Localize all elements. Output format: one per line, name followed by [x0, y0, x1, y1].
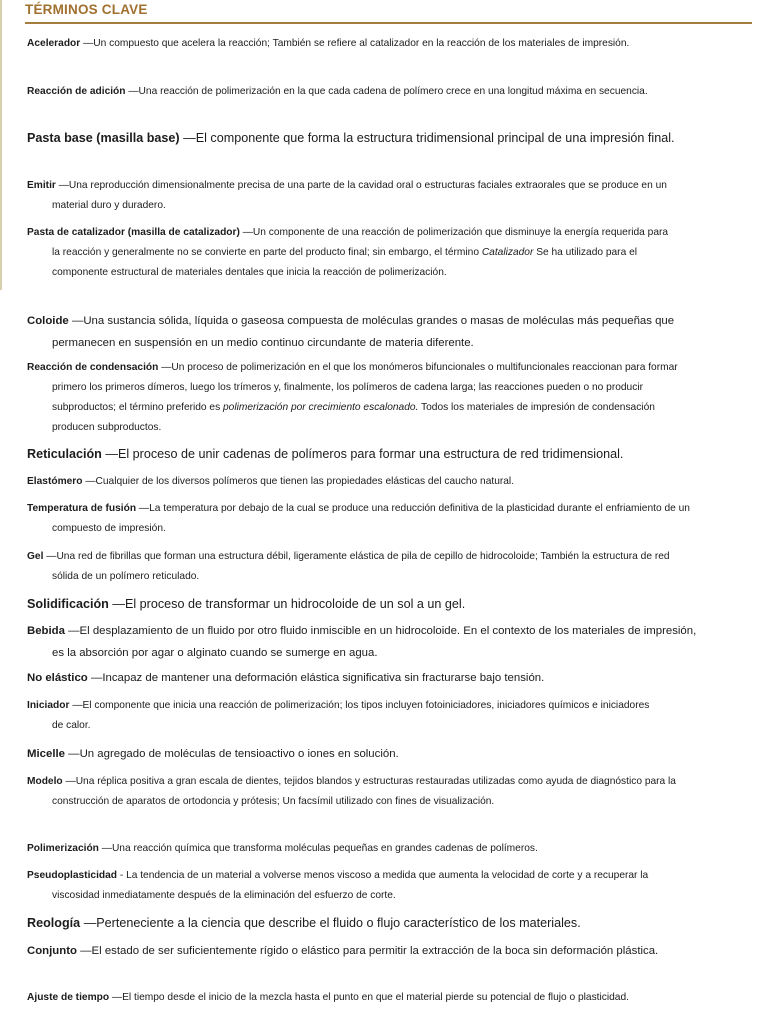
term: Solidificación	[27, 597, 109, 611]
glossary-entry-emitir	[27, 176, 762, 216]
definition-line: componente estructural de materiales dentales que inicia la reacción de polimerización.	[52, 267, 447, 278]
definition-line: —Una réplica positiva a gran escala de dientes, tejidos blandos y estructuras restauradas utilizadas como ayuda de diagnóstico para la	[65, 776, 676, 787]
definition-line: Todos los materiales de impresión de condensación	[418, 402, 655, 413]
definition-line: —Una sustancia sólida, líquida o gaseosa compuesta de moléculas grandes o masas de moléculas más pequeñas que	[71, 315, 675, 327]
glossary-entry-reaccion-de-adicion	[27, 82, 762, 102]
definition: —Un compuesto que acelera la reacción; También se refiere al catalizador en la reacción de los materiales de impresión.	[83, 38, 630, 49]
glossary-entry-iniciador	[27, 696, 762, 736]
glossary-entry-gel	[27, 547, 762, 587]
term: Reacción de condensación	[27, 362, 159, 373]
definition-line: compuesto de impresión.	[52, 523, 166, 534]
section-header	[25, 0, 752, 24]
glossary-entry-bebida	[27, 620, 762, 664]
definition-line: la reacción y generalmente no se convierte en parte del producto final; sin embargo, el término	[52, 247, 482, 258]
glossary-entry-ajuste-de-tiempo	[27, 988, 762, 1008]
italic-term: Catalizador	[481, 247, 534, 258]
definition-line: Se ha utilizado para el	[533, 247, 638, 258]
glossary-entry-reologia	[27, 912, 762, 934]
definition-line: permanecen en suspensión en un medio continuo circundante de materia diferente.	[52, 337, 474, 349]
term: Elastómero	[27, 476, 83, 487]
term: Ajuste de tiempo	[27, 992, 110, 1003]
definition: —El estado de ser suficientemente rígido o elástico para permitir la extracción de la boca sin deformación plástica.	[80, 945, 659, 957]
glossary-entry-solidificacion	[27, 593, 762, 615]
definition: —El proceso de unir cadenas de polímeros para formar una estructura de red tridimensional.	[105, 447, 624, 461]
term: Reología	[27, 916, 81, 930]
term: Micelle	[27, 748, 65, 760]
glossary-entry-reaccion-de-condensacion	[27, 358, 762, 438]
glossary-entry-pseudoplasticidad	[27, 866, 762, 906]
definition-line: —Una red de fibrillas que forman una estructura débil, ligeramente elástica de pila de cepillo de hidrocoloide; También la estructura de red	[46, 551, 670, 562]
definition-line: - La tendencia de un material a volverse menos viscoso a medida que aumenta la velocidad de corte y a recuperar la	[117, 870, 649, 881]
definition-line: construcción de aparatos de ortodoncia y prótesis; Un facsímil utilizado con fines de visualización.	[52, 796, 495, 807]
definition-line: de calor.	[52, 720, 91, 731]
definition-line: —El desplazamiento de un fluido por otro fluido inmiscible en un hidrocoloide. En el contexto de los materiales de impresión,	[68, 625, 697, 637]
definition-line: —Un proceso de polimerización en el que los monómeros bifuncionales o multifuncionales reaccionan para formar	[161, 362, 678, 373]
glossary-entry-temperatura-de-fusion	[27, 499, 762, 539]
term: Iniciador	[27, 700, 70, 711]
glossary-entry-acelerador	[27, 34, 762, 54]
definition: —El componente que forma la estructura tridimensional principal de una impresión final.	[183, 131, 675, 145]
definition-line: —Un componente de una reacción de polimerización que disminuye la energía requerida para	[242, 227, 669, 238]
term: Acelerador	[27, 38, 81, 49]
glossary-entry-pasta-de-catalizador	[27, 223, 762, 283]
term: Conjunto	[27, 945, 77, 957]
glossary-entry-pasta-base	[27, 127, 762, 149]
term: Pasta de catalizador (masilla de catalizador)	[27, 227, 240, 238]
term: Bebida	[27, 625, 65, 637]
definition-line: sólida de un polímero reticulado.	[52, 571, 200, 582]
term: Reacción de adición	[27, 86, 126, 97]
definition-line: primero los primeros dímeros, luego los trímeros y, finalmente, los polímeros de cadena larga; las reacciones pueden o no producir	[52, 382, 643, 393]
definition: —Una reacción química que transforma moléculas pequeñas en grandes cadenas de polímeros.	[101, 843, 538, 854]
italic-term: polimerización por crecimiento escalonado.	[223, 402, 419, 413]
definition: —El proceso de transformar un hidrocoloide de un sol a un gel.	[112, 597, 466, 611]
glossary-entry-coloide	[27, 310, 762, 354]
glossary-entry-micelle	[27, 743, 762, 765]
definition-line: es la absorción por agar o alginato cuando se sumerge en agua.	[52, 647, 378, 659]
definition-line: material duro y duradero.	[52, 200, 166, 211]
definition: —Incapaz de mantener una deformación elástica significativa sin fracturarse bajo tensión.	[90, 672, 545, 684]
glossary-entry-reticulacion	[27, 443, 762, 465]
definition-line: —La temperatura por debajo de la cual se produce una reducción definitiva de la plasticidad durante el enfriamiento de un	[138, 503, 690, 514]
term: Emitir	[27, 180, 56, 191]
glossary-entry-conjunto	[27, 940, 762, 962]
term: No elástico	[27, 672, 88, 684]
glossary-entry-modelo	[27, 772, 762, 812]
glossary-entry-polimerizacion	[27, 839, 762, 859]
definition: —Perteneciente a la ciencia que describe el fluido o flujo característico de los materiales.	[83, 916, 581, 930]
definition: —El tiempo desde el inicio de la mezcla hasta el punto en que el material pierde su potencial de flujo o plasticidad.	[111, 992, 629, 1003]
definition: —Una reacción de polimerización en la que cada cadena de polímero crece en una longitud máxima en secuencia.	[128, 86, 648, 97]
term: Reticulación	[27, 447, 102, 461]
term: Temperatura de fusión	[27, 503, 137, 514]
page-edge-mark	[0, 0, 2, 290]
term: Coloide	[27, 315, 69, 327]
definition: —Cualquier de los diversos polímeros que tienen las propiedades elásticas del caucho natural.	[85, 476, 515, 487]
definition: —Un agregado de moléculas de tensioactivo o iones en solución.	[68, 748, 399, 760]
definition-line: —El componente que inicia una reacción de polimerización; los tipos incluyen fotoiniciadores, iniciadores químicos e iniciadores	[72, 700, 650, 711]
definition-line: —Una reproducción dimensionalmente precisa de una parte de la cavidad oral o estructuras faciales extraorales que se produce en un	[58, 180, 667, 191]
term: Modelo	[27, 776, 63, 787]
term: Pasta base (masilla base)	[27, 131, 180, 145]
term: Pseudoplasticidad	[27, 870, 118, 881]
definition-line: viscosidad inmediatamente después de la eliminación del esfuerzo de corte.	[52, 890, 396, 901]
section-title: TÉRMINOS CLAVE	[25, 2, 148, 17]
definition-line: producen subproductos.	[52, 422, 162, 433]
glossary-entry-elastomero	[27, 472, 762, 492]
term: Gel	[27, 551, 44, 562]
glossary-entry-no-elastico	[27, 667, 762, 689]
term: Polimerización	[27, 843, 99, 854]
definition-line: subproductos; el término preferido es	[52, 402, 224, 413]
